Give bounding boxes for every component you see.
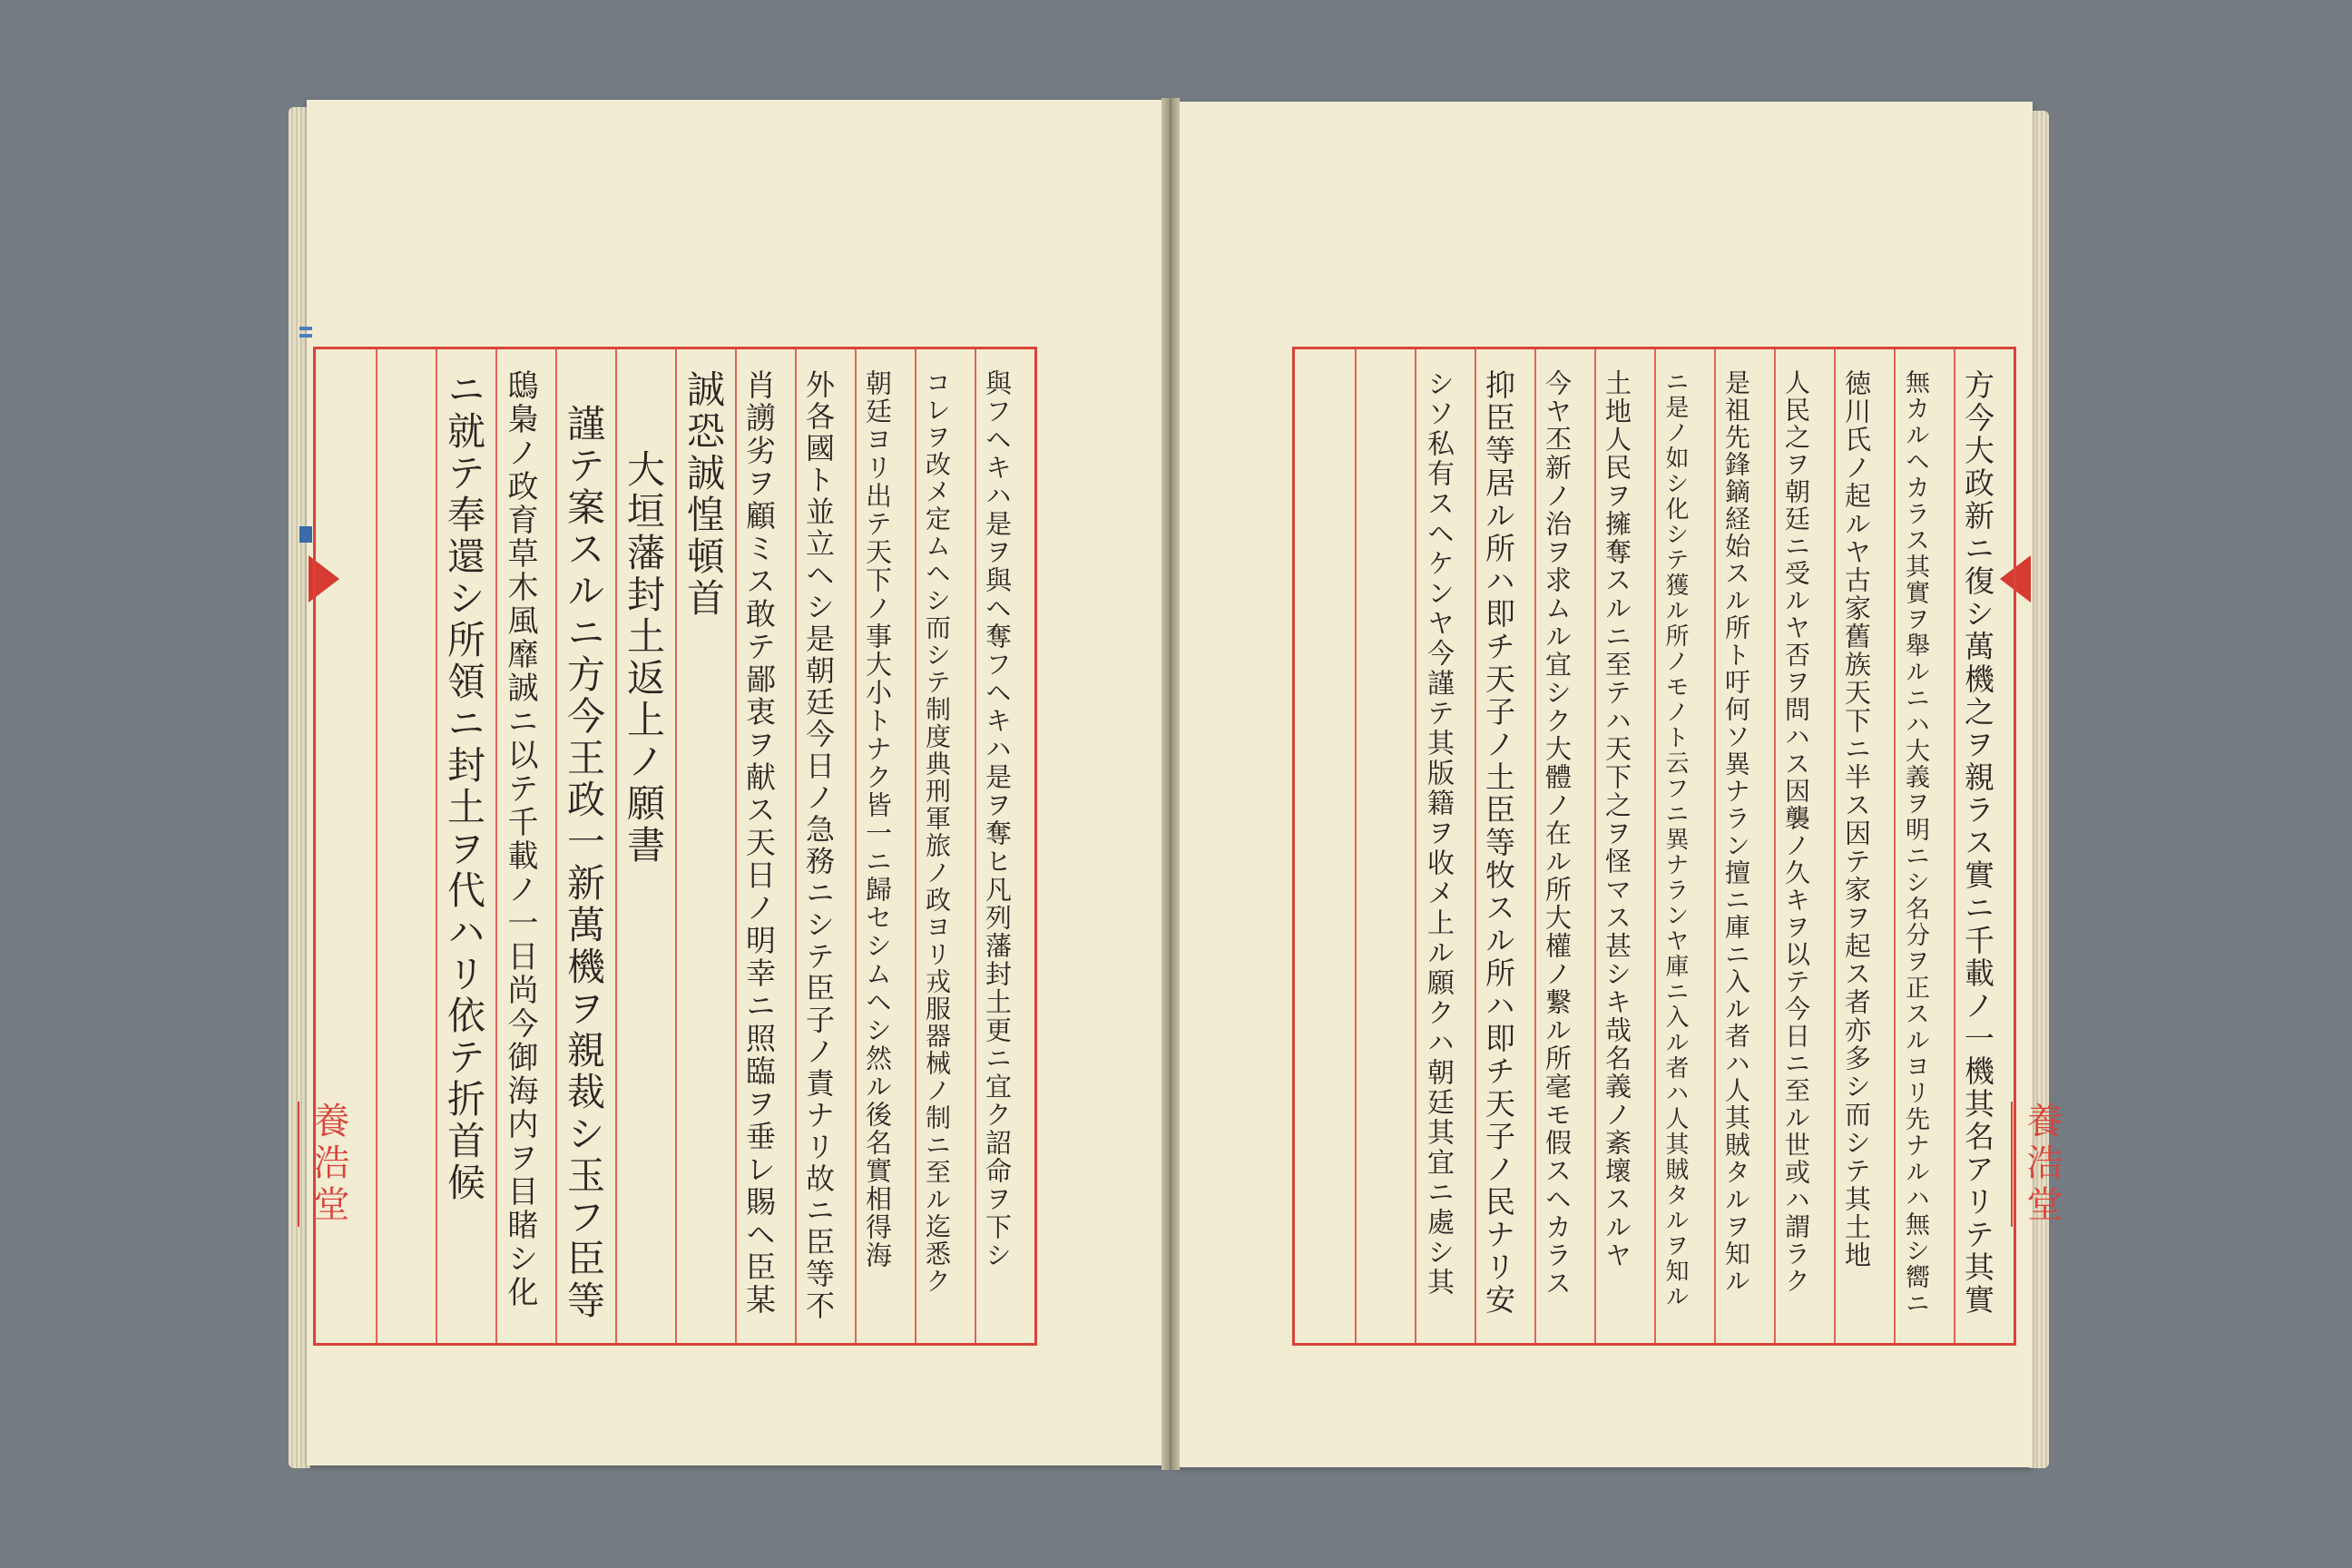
text-column: 是祖先鋒鏑経始スル所ト吁何ソ異ナラン擅ニ庫ニ入ル者ハ人其賊タルヲ知ル [1721,369,1751,1295]
column-rule [1415,349,1416,1343]
column-rule [1714,349,1716,1343]
column-rule [1355,349,1357,1343]
text-column: 鴟梟ノ政育草木風靡誠ニ以テ千載ノ一日尚今御海内ヲ目睹シ化 [502,369,538,1309]
column-rule [1534,349,1536,1343]
text-column: 與フヘキハ是ヲ與ヘ奪フヘキハ是ヲ奪ヒ凡列藩封土更ニ宜ク詔命ヲ下シ [982,369,1013,1269]
column-rule [795,349,797,1343]
column-rule [1894,349,1896,1343]
column-rule [735,349,737,1343]
column-rule [855,349,857,1343]
column-rule [675,349,677,1343]
text-column: 徳川氏ノ起ルヤ古家舊族天下ニ半ス因テ家ヲ起ス者亦多シ而シテ其土地 [1841,369,1872,1269]
publisher-stamp: 養浩堂 [2011,1102,2068,1227]
publisher-stamp: 養浩堂 [298,1102,355,1227]
text-column: 朝廷ヨリ出テ天下ノ事大小トナク皆一ニ歸セシムヘシ然ル後名實相得海 [862,369,893,1269]
text-column: シソ私有スヘケンヤ今謹テ其版籍ヲ收メ上ル願クハ朝廷其宜ニ處シ其 [1422,369,1454,1298]
text-column: コレヲ改メ定ムヘシ而シテ制度典刑軍旅ノ政ヨリ戎服器械ノ制ニ至ル迄悉ク [922,369,952,1295]
column-rule [436,349,437,1343]
column-rule [555,349,557,1343]
text-column: 肖謭劣ヲ顧ミス敢テ鄙衷ヲ献ス天日ノ明幸ニ照臨ヲ垂レ賜ヘ臣某 [741,369,777,1317]
column-rule [495,349,497,1343]
text-column: 土地人民ヲ擁奪スルニ至テハ天下之ヲ怪マス甚シキ哉名義ノ紊壞スルヤ [1602,369,1632,1269]
column-rule [1654,349,1656,1343]
text-column: 無カルヘカラス其實ヲ舉ルニハ大義ヲ明ニシ名分ヲ正スルヨリ先ナルハ無シ嚮ニ [1901,369,1929,1317]
text-column: 人民之ヲ朝廷ニ受ルヤ否ヲ問ハス因襲ノ久キヲ以テ今日ニ至ル世或ハ謂ラク [1781,369,1811,1295]
column-rule [1834,349,1836,1343]
text-column: 外各國ト並立ヘシ是朝廷今日ノ急務ニシテ臣子ノ責ナリ故ニ臣等不 [801,369,836,1322]
text-column: ニ就テ奉還シ所領ニ封土ヲ代ハリ依テ折首候 [442,369,486,1204]
bookmark-thread [299,526,312,543]
text-column: 今ヤ丕新ノ治ヲ求ムル宜シク大體ノ在ル所大權ノ繋ル所毫モ假スヘカラス [1542,369,1573,1298]
column-rule [1475,349,1476,1343]
column-rule [1774,349,1776,1343]
column-rule [1954,349,1955,1343]
column-rule [615,349,617,1343]
column-rule [975,349,976,1343]
bookmark-thread [299,334,312,338]
text-column: 誠恐誠惶頓首 [681,369,726,620]
left-text-frame [313,347,1037,1346]
right-text-frame [1292,347,2016,1346]
bookmark-thread [299,327,312,330]
text-column: 謹テ案スルニ方今王政一新萬機ヲ親裁シ玉フ臣等 [562,404,606,1322]
book-gutter [1161,98,1180,1470]
document-heading: 大垣藩封土返上ノ願書 [622,449,666,867]
text-column: 方今大政新ニ復シ萬機之ヲ親ラス實ニ千載ノ一機其名アリテ其實 [1960,369,1995,1317]
text-column: 抑臣等居ル所ハ即チ天子ノ土臣等牧スル所ハ即チ天子ノ民ナリ安 [1481,369,1516,1317]
column-rule [376,349,377,1343]
column-rule [1594,349,1596,1343]
text-column: ニ是ノ如シ化シテ獲ル所ノモノト云フニ異ナランヤ庫ニ入ル者ハ人其賊タルヲ知ル [1661,369,1689,1309]
column-rule [915,349,916,1343]
